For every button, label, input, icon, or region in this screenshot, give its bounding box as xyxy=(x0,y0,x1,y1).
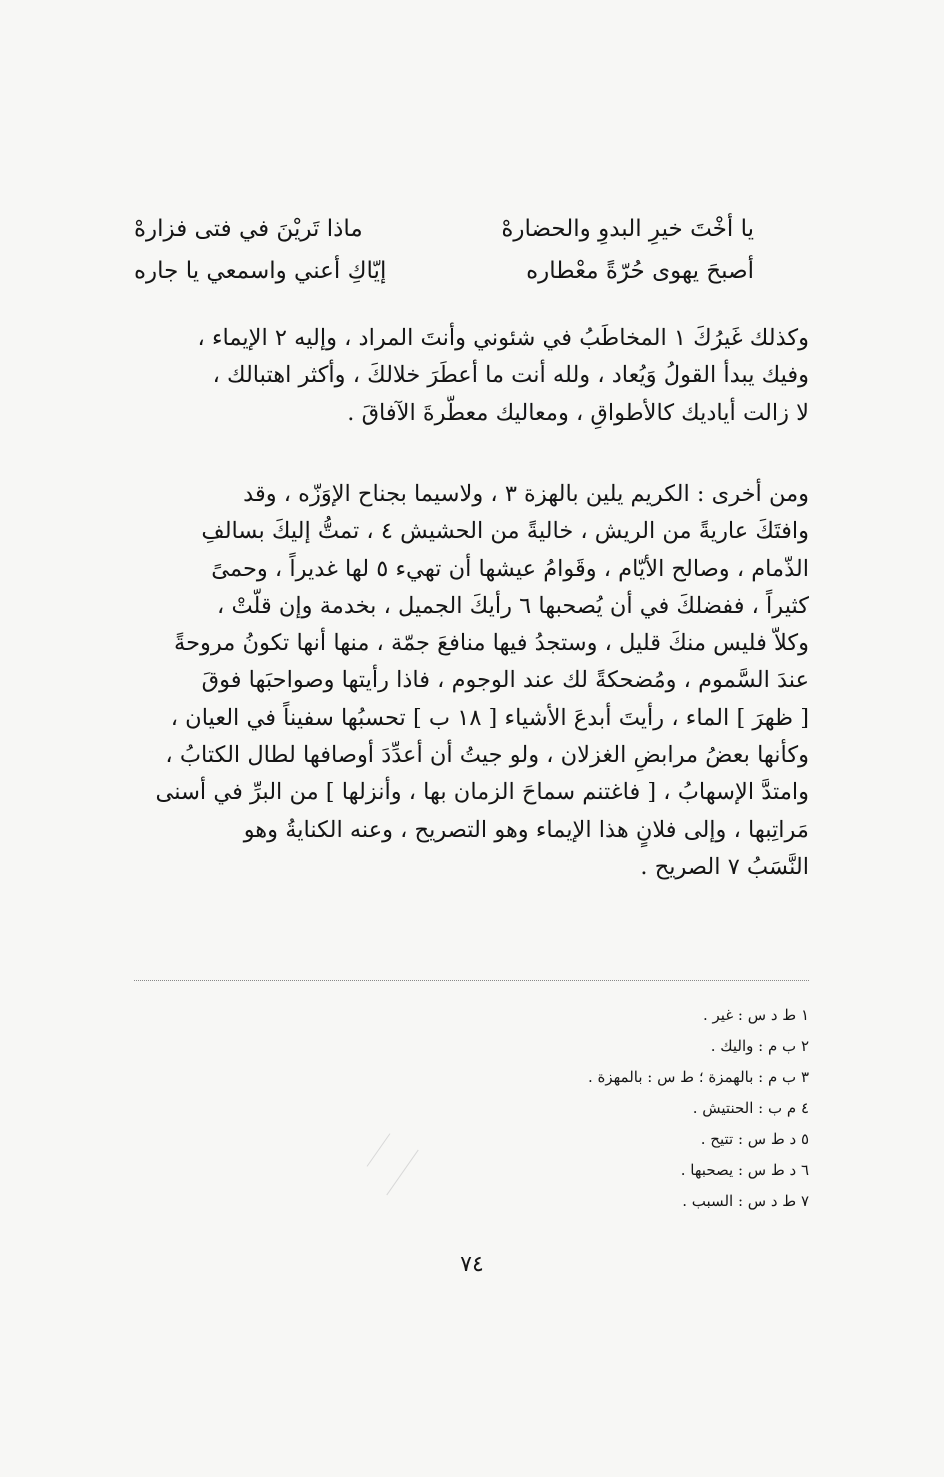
verse-hemistich-right: أصبحَ يهوى حُرّةً معْطاره xyxy=(526,258,754,284)
text-line: وكلاّ فليس منكَ قليل ، وستجدُ فيها منافعَ جمّة ، منها أنها تكونُ مروحةً xyxy=(174,630,809,657)
text-line: لا زالت أياديك كالأطواقِ ، ومعاليك معطَّرةَ الآفاقَ . xyxy=(347,399,809,426)
text-line: النَّسَبُ ٧ الصريح . xyxy=(640,853,809,880)
text-line: وكذلك غَيرُكَ ١ المخاطَبُ في شئوني وأنتَ المراد ، وإليه ٢ الإيماء ، xyxy=(197,325,809,351)
text-line: وافتَكَ عاريةً من الريش ، خاليةً من الحشيش ٤ ، تمتُّ إليكَ بسالفِ xyxy=(201,518,809,545)
text-line: وامتدَّ الإسهابُ ، [ فاغتنم سماحَ الزمان بها ، وأنزلها ] من البرِّ في أسنى xyxy=(155,779,809,806)
verse-hemistich-left: ماذا تَريْنَ في فتى فزارهْ xyxy=(134,216,363,242)
verse-line xyxy=(134,250,754,292)
text-line: وفيك يبدأ القولُ وَيُعاد ، ولله أنت ما أعطَرَ خلالكَ ، وأكثر اهتبالك ، xyxy=(212,362,809,389)
text-line: ومن أخرى : الكريم يلين بالهزة ٣ ، ولاسيما بجناح الإوَزّه ، وقد xyxy=(243,481,809,507)
footnote-divider xyxy=(134,980,809,981)
poem-verses xyxy=(134,208,754,292)
footnote: ٢ ب م : واليك . xyxy=(710,1037,809,1055)
footnote: ٣ ب م : بالهمزة ؛ ط س : بالمهزة . xyxy=(587,1068,809,1086)
text-line: كثيراً ، ففضلكَ في أن يُصحبها ٦ رأيكَ الجميل ، بخدمة وإن قلّتْ ، xyxy=(217,592,809,619)
text-line: وكأنها بعضُ مرابضِ الغزلان ، ولو جيتُ أن أعدِّدَ أوصافها لطال الكتابُ ، xyxy=(165,742,809,769)
text-line: عندَ السَّموم ، ومُضحكةً لك عند الوجوم ، فاذا رأيتها وصواحبَها فوقَ xyxy=(201,667,809,694)
text-line: [ ظهرَ ] الماء ، رأيتَ أبدعَ الأشياء [ ١٨ ب ] تحسبُها سفيناً في العيان ، xyxy=(170,704,809,731)
verse-hemistich-left: إيّاكِ أعني واسمعي يا جاره xyxy=(134,258,387,284)
footnote: ١ ط د س : غير . xyxy=(702,1006,809,1024)
verse-line xyxy=(134,208,754,250)
footnote: ٤ م ب : الحنتيش . xyxy=(692,1099,809,1117)
verse-hemistich-right: يا أخْتَ خيرِ البدوِ والحضارهْ xyxy=(501,216,754,242)
page-number: ٧٤ xyxy=(460,1252,484,1277)
footnote: ٥ د ط س : تتيح . xyxy=(700,1130,809,1148)
paragraph-2 xyxy=(134,476,809,886)
footnotes xyxy=(309,1000,809,1217)
text-line: الذّمام ، وصالح الأيّام ، وقَوامُ عيشها أن تهيء ٥ لها غديراً ، وحمىً xyxy=(211,555,809,582)
footnote: ٧ ط د س : السبب . xyxy=(682,1192,809,1210)
text-line: مَراتِبها ، وإلى فلانٍ هذا الإيماء وهو التصريح ، وعنه الكنايةُ وهو xyxy=(243,816,809,843)
footnote: ٦ د ط س : يصحبها . xyxy=(680,1161,809,1179)
paragraph-1 xyxy=(134,320,809,432)
